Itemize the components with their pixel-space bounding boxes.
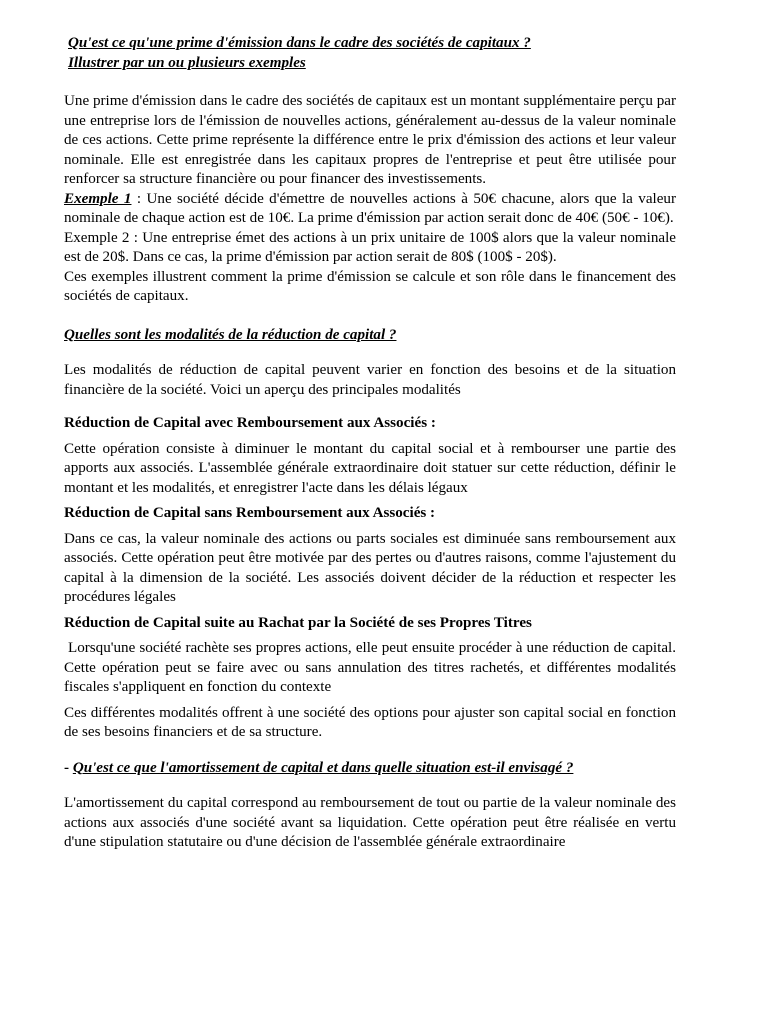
answer-1-conclusion: Ces exemples illustrent comment la prime d'émission se calcule et son rôle dans le financement des sociétés de capitaux. — [64, 268, 676, 304]
answer-1-example-2: Exemple 2 : Une entreprise émet des actions à un prix unitaire de 100$ alors que la valeur nominale est de 20$. Dans ce cas, la prime d'émission par action serait de 80$ (100$ - 20$). — [64, 229, 676, 265]
question-3-prefix: - — [64, 759, 73, 776]
question-1-line1: Qu'est ce qu'une prime d'émission dans le cadre des sociétés de capitaux ? — [68, 35, 531, 51]
heading-reduction-buyback: Réduction de Capital suite au Rachat par la Société de ses Propres Titres — [64, 614, 532, 631]
example-1-text: : Une société décide d'émettre de nouvelles actions à 50€ chacune, alors que la valeur nominale de chaque action est de 10€. La prime d'émission par action serait donc de 40€ (50€ - 10€). — [64, 190, 676, 226]
heading-reduction-with-refund: Réduction de Capital avec Remboursement aux Associés : — [64, 415, 436, 431]
example-1-label: Exemple 1 — [64, 190, 132, 207]
document-page — [64, 34, 676, 853]
question-1 — [64, 34, 676, 73]
question-1-line2: Illustrer par un ou plusieurs exemples — [68, 54, 306, 71]
answer-2-conclusion: Ces différentes modalités offrent à une société des options pour ajuster son capital social en fonction de ses besoins financiers et de sa structure. — [64, 704, 676, 740]
answer-1-intro: Une prime d'émission dans le cadre des sociétés de capitaux est un montant supplémentaire perçu par une entreprise lors de l'émission de nouvelles actions, généralement au-dessus de la valeur nominale de ces actions. Cette prime représente la différence entre le prix d'émission des actions et leur valeur nominale. Elle est enregistrée dans les capitaux propres de l'entreprise et peut être utilisée pour renforcer sa structure financière ou pour financer des investissements. — [64, 93, 676, 187]
paragraph-reduction-buyback: Lorsqu'une société rachète ses propres actions, elle peut ensuite procéder à une réduction de capital. Cette opération peut se faire avec ou sans annulation des titres rachetés, et différentes modalités fiscales s'appliquent en fonction du contexte — [64, 640, 676, 695]
answer-2-intro: Les modalités de réduction de capital peuvent varier en fonction des besoins et de la situation financière de la société. Voici un aperçu des principales modalités — [64, 362, 676, 398]
question-2: Quelles sont les modalités de la réduction de capital ? — [64, 326, 397, 343]
paragraph-reduction-without-refund: Dans ce cas, la valeur nominale des actions ou parts sociales est diminuée sans remboursement aux associés. Cette opération peut être motivée par des pertes ou d'autres raisons, comme l'ajustement du capital à la dimension de la société. Les associés doivent décider de la réduction et respecter les procédures légales — [64, 530, 676, 605]
answer-3-paragraph: L'amortissement du capital correspond au remboursement de tout ou partie de la valeur nominale des actions aux associés d'une société avant sa liquidation. Cette opération peut être réalisée en vertu d'une stipulation statutaire ou d'une décision de l'assemblée générale extraordinaire — [64, 795, 676, 850]
answer-1-example-1 — [64, 190, 676, 229]
question-3 — [64, 759, 676, 779]
paragraph-reduction-with-refund: Cette opération consiste à diminuer le montant du capital social et à rembourser une partie des apports aux associés. L'assemblée générale extraordinaire doit statuer sur cette réduction, définir le montant et les modalités, et enregistrer l'acte dans les délais légaux — [64, 440, 676, 496]
heading-reduction-without-refund: Réduction de Capital sans Remboursement aux Associés : — [64, 505, 436, 521]
question-3-title: Qu'est ce que l'amortissement de capital et dans quelle situation est-il envisagé ? — [72, 759, 574, 776]
